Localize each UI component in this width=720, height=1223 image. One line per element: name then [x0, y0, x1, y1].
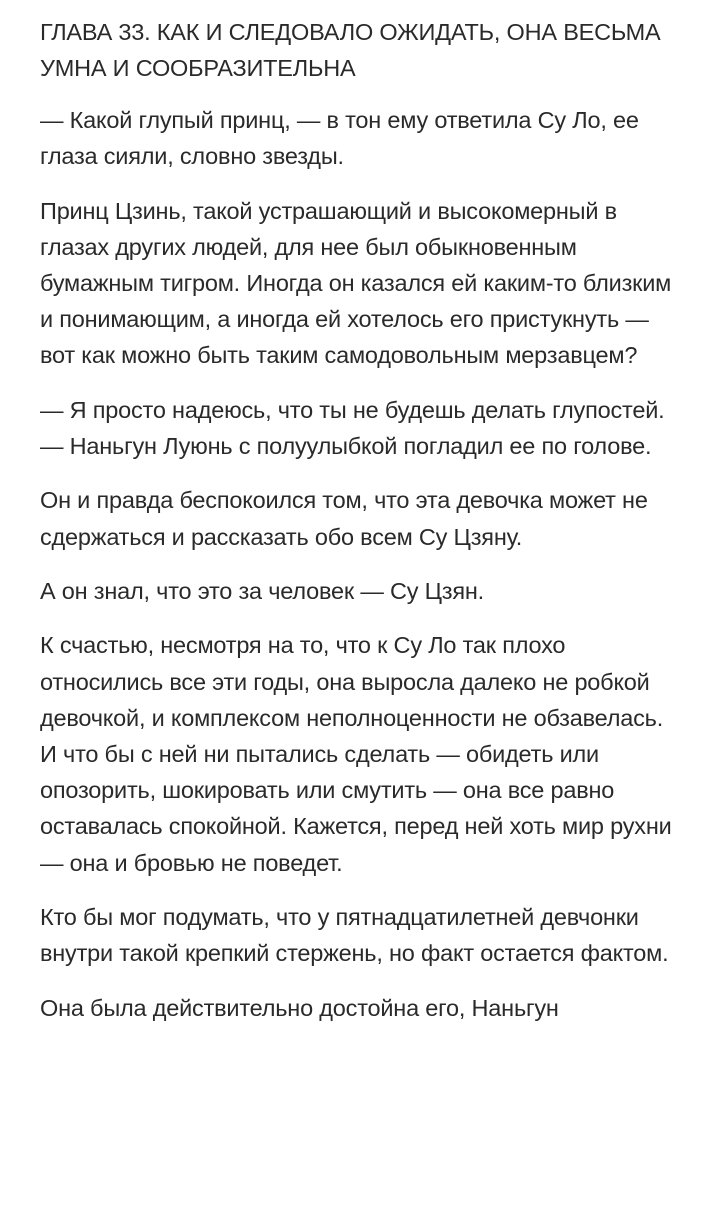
paragraph: Кто бы мог подумать, что у пятнадцатилетней девчонки внутри такой крепкий стержень, но факт остается фактом.	[40, 903, 669, 967]
paragraph: Принц Цзинь, такой устрашающий и высокомерный в глазах других людей, для нее был обыкновенным бумажным тигром. Иногда он казался ей каким-то близким и понимающим, а иногда ей хотелось его пристукнуть — вот как можно быть таким самодовольным мерзавцем?	[40, 197, 672, 369]
paragraph: Он и правда беспокоился том, что эта девочка может не сдержаться и рассказать обо всем Су Цзяну.	[40, 487, 648, 550]
paragraph: — Я просто надеюсь, что ты не будешь делать глупостей. — Наньгун Луюнь с полуулыбкой погладил ее по голове.	[40, 396, 665, 459]
paragraph: А он знал, что это за человек — Су Цзян.	[40, 577, 485, 604]
paragraph: К счастью, несмотря на то, что к Су Ло так плохо относились все эти годы, она выросла далеко не робкой девочкой, и комплексом неполноценности не обзавелась. И что бы с ней ни пытались сделать — обидеть или опозорить, шокировать или смутить — она все равно оставалась спокойной. Кажется, перед ней хоть мир рухни — она и бровью не поведет.	[40, 632, 672, 876]
reader-page	[40, 14, 685, 1044]
chapter-title: ГЛАВА 33. КАК И СЛЕДОВАЛО ОЖИДАТЬ, ОНА ВЕСЬМА УМНА И СООБРАЗИТЕЛЬНА	[40, 19, 661, 81]
paragraph: — Какой глупый принц, — в тон ему ответила Су Ло, ее глаза сияли, словно звезды.	[40, 107, 639, 170]
paragraph: Она была действительно достойна его, Наньгун	[40, 994, 559, 1021]
